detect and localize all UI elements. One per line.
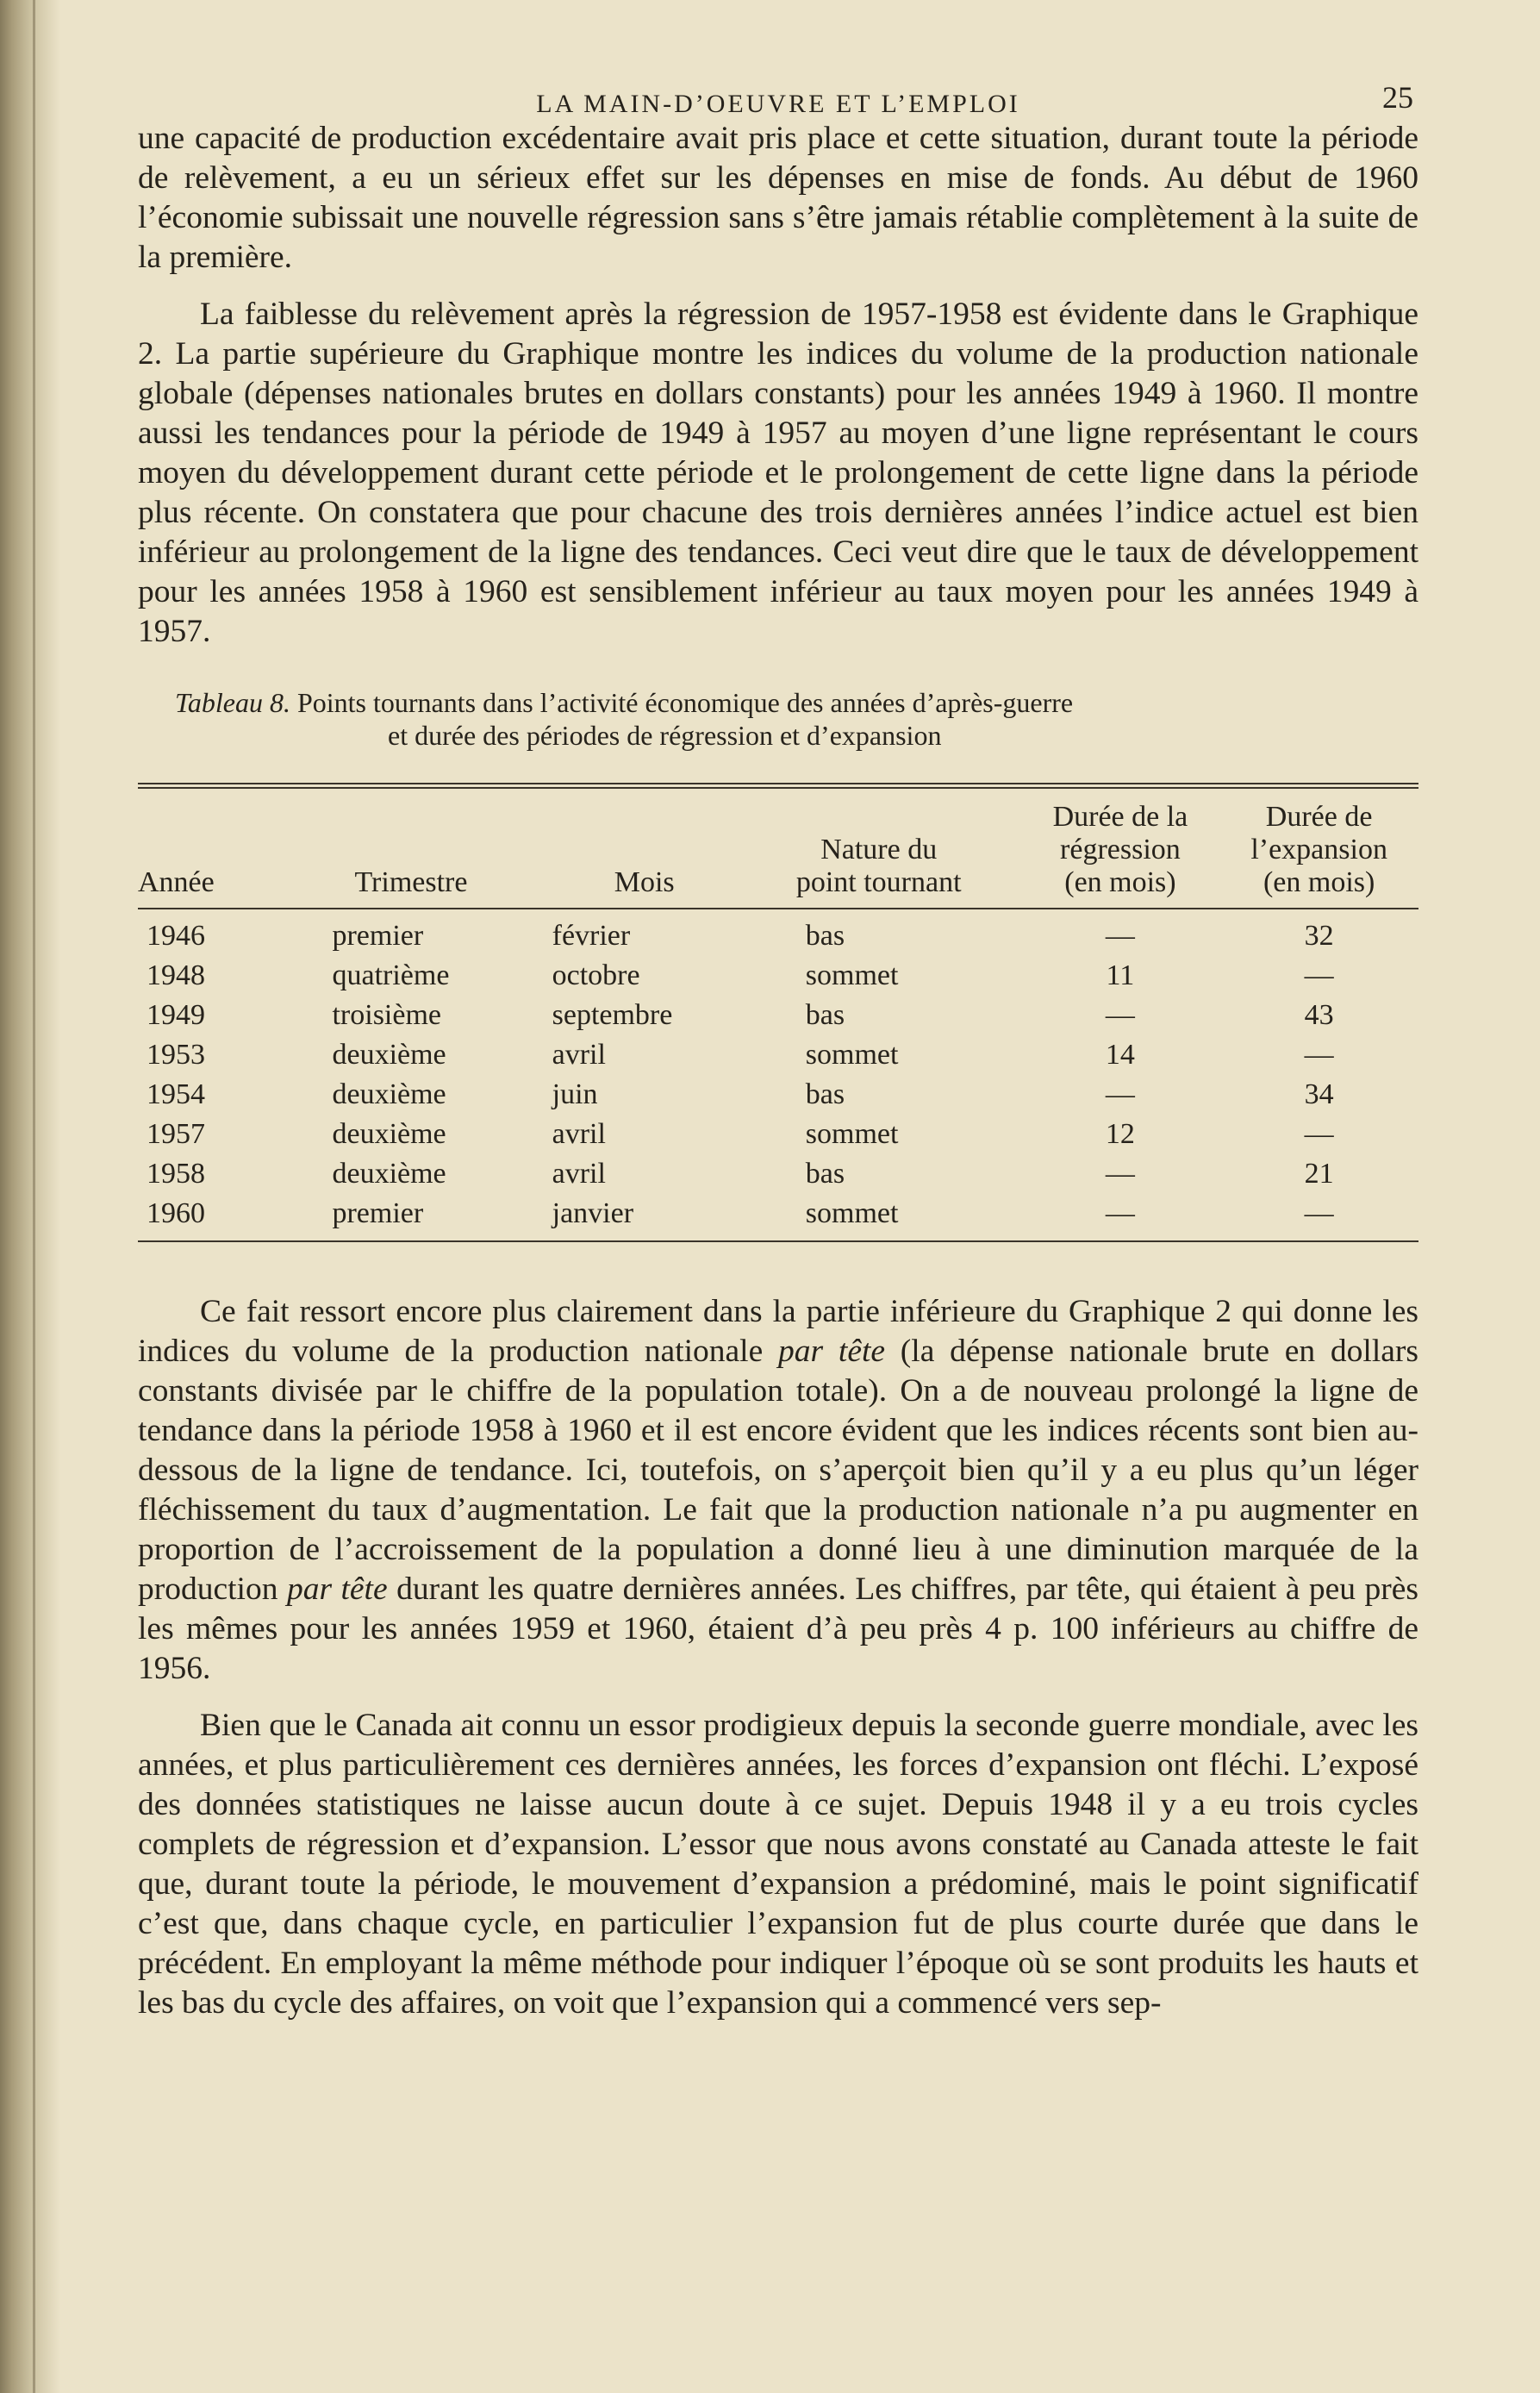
emphasis-par-tete: par tête bbox=[286, 1571, 388, 1607]
cell-nature: sommet bbox=[805, 1197, 899, 1229]
paragraph-1: une capacité de production excédentaire avait pris place et cette situation, durant toute la période de relèvement, a eu un sérieux effet sur les dépenses en mise de fonds. Au début de 1960 l’économie subissait une nouvelle régression sans s’être jamais rétablie complètement à la suite de la première. bbox=[138, 121, 1418, 275]
cell-trimestre: deuxième bbox=[332, 1078, 446, 1110]
cell-regression: — bbox=[1105, 920, 1135, 952]
document-page bbox=[138, 67, 1418, 2023]
cell-expansion: 21 bbox=[1304, 1158, 1334, 1190]
table-caption-label: Tableau 8. bbox=[175, 687, 290, 718]
cell-nature: sommet bbox=[805, 959, 899, 991]
cell-mois: octobre bbox=[552, 959, 640, 991]
table-row bbox=[138, 1075, 1418, 1115]
book-gutter-edge bbox=[33, 0, 35, 2393]
cell-regression: 14 bbox=[1105, 1039, 1135, 1071]
cell-mois: avril bbox=[552, 1118, 606, 1150]
cell-nature: bas bbox=[805, 1158, 845, 1190]
cell-mois: juin bbox=[552, 1078, 598, 1110]
table-caption bbox=[138, 686, 1418, 752]
paragraph-4: Bien que le Canada ait connu un essor prodigieux depuis la seconde guerre mondiale, avec les années, et plus particulièrement ces dernières années, les forces d’expansion ont fléchi. L’exposé des données statistiques ne laisse aucun doute à ce sujet. Depuis 1948 il y a eu trois cycles complets de régression et d’expansion. L’essor que nous avons constaté au Canada atteste le fait que, durant toute la période, le mouvement d’expansion a prédominé, mais le point significatif c’est que, dans chaque cycle, en particulier l’expansion fut de plus courte durée que dans le précédent. En employant la même méthode pour indiquer l’époque où se sont produits les hauts et les bas du cycle des affaires, on voit que l’expansion qui a commencé vers sep- bbox=[138, 1708, 1418, 2021]
cell-trimestre: premier bbox=[332, 920, 424, 952]
cell-trimestre: premier bbox=[332, 1197, 424, 1229]
cell-expansion: — bbox=[1304, 1039, 1334, 1071]
cell-trimestre: deuxième bbox=[332, 1158, 446, 1190]
header-mois: Mois bbox=[614, 866, 675, 898]
cell-regression: 12 bbox=[1105, 1118, 1135, 1150]
cell-annee: 1953 bbox=[147, 1039, 205, 1071]
cell-annee: 1960 bbox=[147, 1197, 205, 1229]
table-row bbox=[138, 1035, 1418, 1075]
header-annee: Année bbox=[138, 866, 215, 898]
table-header-row bbox=[138, 789, 1418, 908]
cell-nature: bas bbox=[805, 999, 845, 1031]
cell-annee: 1958 bbox=[147, 1158, 205, 1190]
table-row bbox=[138, 1154, 1418, 1194]
cell-annee: 1949 bbox=[147, 999, 205, 1031]
cell-mois: avril bbox=[552, 1039, 606, 1071]
cell-nature: bas bbox=[805, 920, 845, 952]
paragraph-3: Ce fait ressort encore plus clairement dans la partie inférieure du Graphique 2 qui donne les indices du volume de la production nationale par tête (la dépense nationale brute en dollars constants divisée par le chiffre de la population totale). On a de nouveau prolongé la ligne de tendance dans la période 1958 à 1960 et il est encore évident que les indices récents sont bien au-dessous de la ligne de tendance. Ici, toutefois, on s’aperçoit bien qu’il y a eu plus qu’un léger fléchissement du taux d’augmentation. Le fait que la production nationale n’a pu augmenter en proportion de l’accroissement de la population a donné lieu à une diminution marquée de la production par tête durant les quatre dernières années. Les chiffres, par tête, qui étaient à peu près les mêmes pour les années 1959 et 1960, étaient d’à peu près 4 p. 100 inférieurs au chiffre de 1956. bbox=[138, 1294, 1418, 1686]
cell-mois: janvier bbox=[552, 1197, 634, 1229]
cell-trimestre: deuxième bbox=[332, 1118, 446, 1150]
cell-annee: 1946 bbox=[147, 920, 205, 952]
table-row bbox=[138, 996, 1418, 1035]
header-expansion: Durée de l’expansion (en mois) bbox=[1250, 801, 1387, 898]
header-regression: Durée de la régression (en mois) bbox=[1052, 801, 1188, 898]
cell-expansion: 32 bbox=[1304, 920, 1334, 952]
cell-expansion: — bbox=[1304, 959, 1334, 991]
cell-annee: 1954 bbox=[147, 1078, 205, 1110]
book-gutter-shadow bbox=[0, 0, 60, 2393]
cell-annee: 1948 bbox=[147, 959, 205, 991]
header-nature: Nature du point tournant bbox=[795, 834, 962, 898]
cell-regression: 11 bbox=[1106, 959, 1135, 991]
table-row bbox=[138, 1115, 1418, 1154]
table-row bbox=[138, 956, 1418, 996]
cell-mois: février bbox=[552, 920, 631, 952]
cell-expansion: 43 bbox=[1304, 999, 1334, 1031]
table-caption-line-2: et durée des périodes de régression et d’expansion bbox=[388, 720, 942, 751]
cell-expansion: 34 bbox=[1304, 1078, 1334, 1110]
emphasis-par-tete: par tête bbox=[778, 1334, 886, 1369]
cell-mois: septembre bbox=[552, 999, 673, 1031]
cell-nature: bas bbox=[805, 1078, 845, 1110]
table-top-rule bbox=[138, 783, 1418, 789]
cell-nature: sommet bbox=[805, 1118, 899, 1150]
cell-mois: avril bbox=[552, 1158, 606, 1190]
table-bottom-rule bbox=[138, 1240, 1418, 1242]
cell-trimestre: quatrième bbox=[332, 959, 450, 991]
table-row bbox=[138, 916, 1418, 956]
table-caption-line-1: Points tournants dans l’activité économique des années d’après-guerre bbox=[296, 687, 1074, 718]
page-number: 25 bbox=[1382, 80, 1413, 115]
cell-annee: 1957 bbox=[147, 1118, 205, 1150]
cell-regression: — bbox=[1105, 1197, 1135, 1229]
running-head-title: LA MAIN-D’OEUVRE ET L’EMPLOI bbox=[536, 90, 1020, 118]
table-turning-points bbox=[138, 783, 1418, 1242]
table-row bbox=[138, 1194, 1418, 1234]
running-head bbox=[138, 67, 1418, 119]
cell-nature: sommet bbox=[805, 1039, 899, 1071]
cell-expansion: — bbox=[1304, 1197, 1334, 1229]
cell-trimestre: troisième bbox=[332, 999, 442, 1031]
cell-regression: — bbox=[1105, 1078, 1135, 1110]
cell-trimestre: deuxième bbox=[332, 1039, 446, 1071]
header-trimestre: Trimestre bbox=[354, 866, 468, 898]
cell-expansion: — bbox=[1304, 1118, 1334, 1150]
cell-regression: — bbox=[1105, 1158, 1135, 1190]
paragraph-2: La faiblesse du relèvement après la régression de 1957-1958 est évidente dans le Graphique 2. La partie supérieure du Graphique montre les indices du volume de la production nationale globale (dépenses nationales brutes en dollars constants) pour les années 1949 à 1960. Il montre aussi les tendances pour la période de 1949 à 1957 au moyen d’une ligne représentant le cours moyen du développement durant cette période et le prolongement de cette ligne dans la période plus récente. On constatera que pour chacune des trois dernières années l’indice actuel est bien inférieur au prolongement de la ligne des tendances. Ceci veut dire que le taux de développement pour les années 1958 à 1960 est sensiblement inférieur au taux moyen pour les années 1949 à 1957. bbox=[138, 297, 1418, 649]
cell-regression: — bbox=[1105, 999, 1135, 1031]
